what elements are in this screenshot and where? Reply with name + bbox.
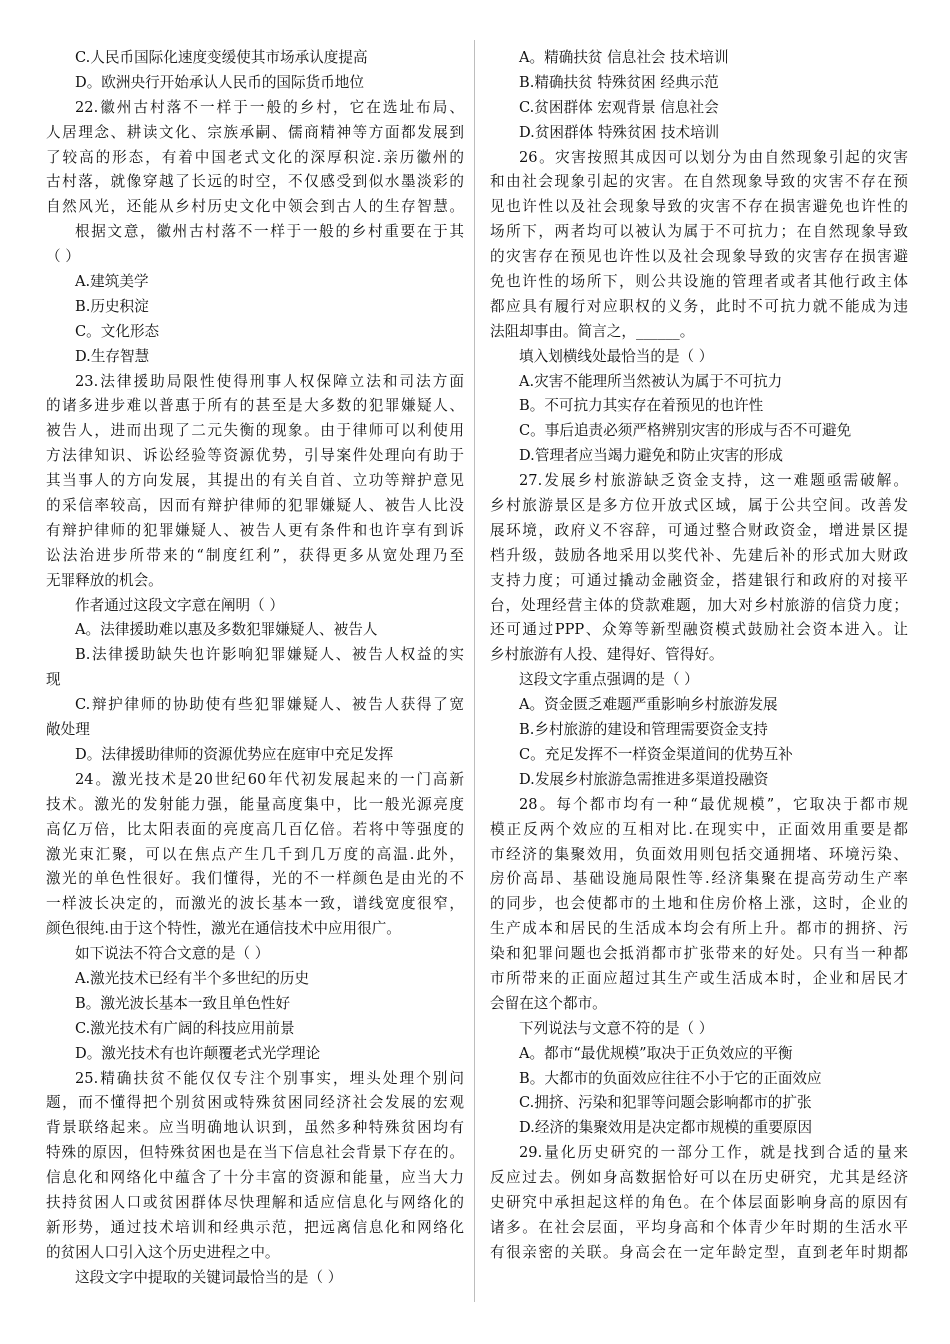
text-line: 新形势，通过技术培训和经典示范，把远离信息化和网络化	[46, 1218, 464, 1236]
text-line: 敞处理	[46, 721, 90, 739]
text-line: B.法律援助缺失也许影响犯罪嫌疑人、被告人权益的实	[75, 646, 464, 664]
text-line: C.拥挤、污染和犯罪等问题会影响都市的扩张	[519, 1094, 812, 1112]
text-line: B。不可抗力其实存在着预见的也许性	[519, 397, 764, 415]
text-line: 26。灾害按照其成因可以划分为由自然现象引起的灾害	[519, 148, 908, 166]
text-line: 市所带来的正面应超过其生产或生活成本时，企业和居民才	[490, 969, 908, 987]
text-line: 和由社会现象引起的灾害。在自然现象导致的灾害不存在预	[490, 173, 908, 191]
text-line: 乡村旅游有人投、建得好、管得好。	[490, 646, 724, 664]
text-line: 的诸多进步难以普惠于所有的甚至是大多数的犯罪嫌疑人、	[46, 397, 464, 415]
text-line: 29.量化历史研究的一部分工作，就是找到合适的量来	[519, 1144, 908, 1162]
text-line: D.经济的集聚效用是决定都市规模的重要原因	[519, 1119, 813, 1137]
text-line: 场所下，两者均可以被认为属于不可抗力；在自然现象导致	[490, 223, 908, 241]
text-line: 反应过去。例如身高数据恰好可以在历史研究，尤其是经济	[490, 1169, 908, 1187]
text-line: A.激光技术已经有半个多世纪的历史	[75, 969, 310, 987]
column-divider	[474, 40, 475, 1302]
text-line: C。事后追责必须严格辨别灾害的形成与否不可避免	[519, 422, 852, 440]
text-line: 的贫困人口引入这个历史进程之中。	[46, 1243, 280, 1261]
text-line: 有辩护律师的犯罪嫌疑人、被告人更有条件和也许享有到诉	[46, 521, 464, 539]
text-line: 扶持贫困人口或贫困群体尽快理解和适应信息化与网络化的	[46, 1193, 464, 1211]
text-line: （ ）	[46, 248, 80, 266]
text-line: 一样波长决定的，而激光的波长基本一致，谱线宽度很窄，	[46, 895, 464, 913]
text-line: 题，而不懂得把个别贫困或特殊贫困同经济社会发展的宏观	[46, 1094, 464, 1112]
text-line: 24。激光技术是20世纪60年代初发展起来的一门高新	[75, 770, 464, 788]
right-column	[490, 46, 908, 1266]
text-line: 史研究中承担起这样的角色。在个体层面影响身高的原因有	[490, 1193, 908, 1211]
text-line: 填入划横线处最恰当的是（ ）	[519, 347, 714, 365]
text-line: 激光的单色性很好。我们懂得，光的不一样颜色是由光的不	[46, 870, 464, 888]
text-line: 的同步，也会使都市的土地和住房价格上涨，这时，企业的	[490, 895, 908, 913]
text-line: 根据文意，徽州古村落不一样于一般的乡村重要在于其	[75, 223, 464, 241]
text-line: 特殊的原因，但特殊贫困也是在当下信息社会背景下存在的。	[46, 1144, 464, 1162]
text-line: 23.法律援助局限性使得刑事人权保障立法和司法方面	[75, 372, 464, 390]
text-line: B.精确扶贫 特殊贫困 经典示范	[519, 73, 719, 91]
text-line: 的采信率较高，因而有辩护律师的犯罪嫌疑人、被告人比没	[46, 497, 464, 515]
text-line: B.历史积淀	[75, 297, 149, 315]
text-line: 22.徽州古村落不一样于一般的乡村，它在选址布局、	[75, 98, 464, 116]
left-column	[46, 46, 464, 1291]
text-line: D。法律援助律师的资源优势应在庭审中充足发挥	[75, 745, 394, 763]
text-line: C.人民币国际化速度变缓使其市场承认度提高	[75, 49, 368, 66]
text-line: B。激光波长基本一致且单色性好	[75, 994, 291, 1012]
text-line: 下列说法与文意不符的是（ ）	[519, 1019, 714, 1037]
text-line: D.贫困群体 特殊贫困 技术培训	[519, 123, 720, 141]
text-line: 法阻却事由。简言之，______。	[490, 322, 695, 340]
text-line: 市经济的集聚效用，负面效用则包括交通拥堵、环境污染、	[490, 845, 908, 863]
text-line: 方法律知识、诉讼经验等资源优势，引导案件处理向有助于	[46, 447, 464, 465]
text-line: 激光束汇聚，可以在焦点产生几千到几万度的高温.此外，	[46, 845, 464, 863]
text-line: 背景联络起来。应当明确地认识到，虽然多种特殊贫困均有	[46, 1119, 464, 1137]
text-line: 房价高昂、基础设施局限性等.经济集聚在提高劳动生产率	[490, 870, 908, 888]
text-line: 都应具有履行对应职权的义务，此时不可抗力就不能成为违	[490, 297, 908, 315]
text-line: B.乡村旅游的建设和管理需要资金支持	[519, 721, 768, 739]
text-line: 了较高的形态，有着中国老式文化的深厚积淀.亲历徽州的	[46, 148, 464, 166]
text-line: D.发展乡村旅游急需推进多渠道投融资	[519, 770, 769, 788]
text-line: 的灾害存在预见也许性以及社会现象导致的灾害存在损害避	[490, 248, 908, 266]
text-line: 诸多。在社会层面，平均身高和个体青少年时期的生活水平	[490, 1218, 908, 1236]
text-line: C。充足发挥不一样资金渠道间的优势互补	[519, 745, 793, 763]
text-line: 如下说法不符合文意的是（ ）	[75, 945, 270, 963]
text-line: D.生存智慧	[75, 347, 150, 365]
text-line: 信息化和网络化中蕴含了十分丰富的资源和能量，应当大力	[46, 1169, 464, 1187]
text-line: 高亿万倍，比太阳表面的亮度高几百亿倍。若将中等强度的	[46, 820, 464, 838]
text-line: A.建筑美学	[75, 273, 149, 291]
text-line: 其当事人的方向发展，其提出的有关自首、立功等辩护意见	[46, 472, 464, 490]
text-line: 模正反两个效应的互相对比.在现实中，正面效用重要是都	[490, 820, 908, 838]
text-line: 有很亲密的关联。身高会在一定年龄定型，直到老年时期都	[490, 1243, 908, 1261]
text-line: 无罪释放的机会。	[46, 571, 163, 589]
text-line: 会留在这个都市。	[490, 994, 607, 1012]
text-line: 被告人，进而出现了二元失衡的现象。由于律师可以利使用	[46, 422, 464, 440]
text-line: 27.发展乡村旅游缺乏资金支持，这一难题亟需破解。	[519, 472, 908, 490]
text-line: 颜色很纯.由于这个特性，激光在通信技术中应用很广。	[46, 920, 401, 938]
text-line: 人居理念、耕读文化、宗族承嗣、儒商精神等方面都发展到	[46, 123, 464, 141]
text-line: 这段文字中提取的关键词最恰当的是（ ）	[75, 1268, 343, 1286]
text-line: C.激光技术有广阔的科技应用前景	[75, 1019, 295, 1037]
text-line: C.贫困群体 宏观背景 信息社会	[519, 98, 719, 116]
text-line: 技术。激光的发射能力强，能量高度集中，比一般光源亮度	[46, 795, 464, 813]
text-line: D.管理者应当竭力避免和防止灾害的形成	[519, 447, 783, 465]
text-line: A。都市“最优规模”取决于正负效应的平衡	[519, 1044, 793, 1062]
text-line: 展环境，政府义不容辞，可通过整合财政资金，增进景区提	[490, 521, 908, 539]
text-line: 染和犯罪问题也会抵消都市扩张带来的好处。只有当一种都	[490, 945, 908, 963]
text-line: B。大都市的负面效应往往不小于它的正面效应	[519, 1069, 822, 1087]
text-line: 这段文字重点强调的是（ ）	[519, 671, 699, 689]
text-line: A。法律援助难以惠及多数犯罪嫌疑人、被告人	[75, 621, 378, 639]
text-line: D。欧洲央行开始承认人民币的国际货币地位	[75, 73, 364, 91]
text-line: C。文化形态	[75, 322, 160, 340]
text-line: A.灾害不能理所当然被认为属于不可抗力	[519, 372, 783, 390]
text-line: 28。每个都市均有一种“最优规模”，它取决于都市规	[519, 795, 908, 813]
text-line: 见也许性以及社会现象导致的灾害不存在损害避免也许性的	[490, 198, 908, 216]
text-line: 档升级，鼓励各地采用以奖代补、先建后补的形式加大财政	[490, 546, 908, 564]
text-line: A。资金匮乏难题严重影响乡村旅游发展	[519, 696, 778, 714]
text-line: C.辩护律师的协助使有些犯罪嫌疑人、被告人获得了宽	[75, 696, 464, 714]
text-line: 还可通过PPP、众筹等新型融资模式鼓励社会资本进入。让	[490, 621, 908, 639]
text-line: 生产成本和居民的生活成本均会有所上升。都市的拥挤、污	[490, 920, 908, 938]
text-line: 支持力度；可通过撬动金融资金，搭建银行和政府的对接平	[490, 571, 908, 589]
text-line: 25.精确扶贫不能仅仅专注个别事实，埋头处理个别问	[75, 1069, 464, 1087]
text-line: D。激光技术有也许颠覆老式光学理论	[75, 1044, 321, 1062]
text-line: 乡村旅游景区是多方位开放式区域，属于公共空间。改善发	[490, 497, 908, 515]
text-line: 台，处理经营主体的贷款难题，加大对乡村旅游的信贷力度；	[490, 596, 908, 614]
text-line: 免也许性的场所下，则公共设施的管理者或者其他行政主体	[490, 273, 908, 291]
text-line: 自然风光，还能从乡村历史文化中领会到古人的生存智慧。	[46, 198, 464, 216]
text-line: 讼法治进步所带来的“制度红利”，获得更多从宽处理乃至	[46, 546, 464, 564]
text-line: 现	[46, 671, 61, 689]
text-line: A。精确扶贫 信息社会 技术培训	[519, 49, 729, 66]
text-line: 作者通过这段文字意在阐明（ ）	[75, 596, 284, 614]
text-line: 古村落，就像穿越了长远的时空，不仅感受到似水墨淡彩的	[46, 173, 464, 191]
